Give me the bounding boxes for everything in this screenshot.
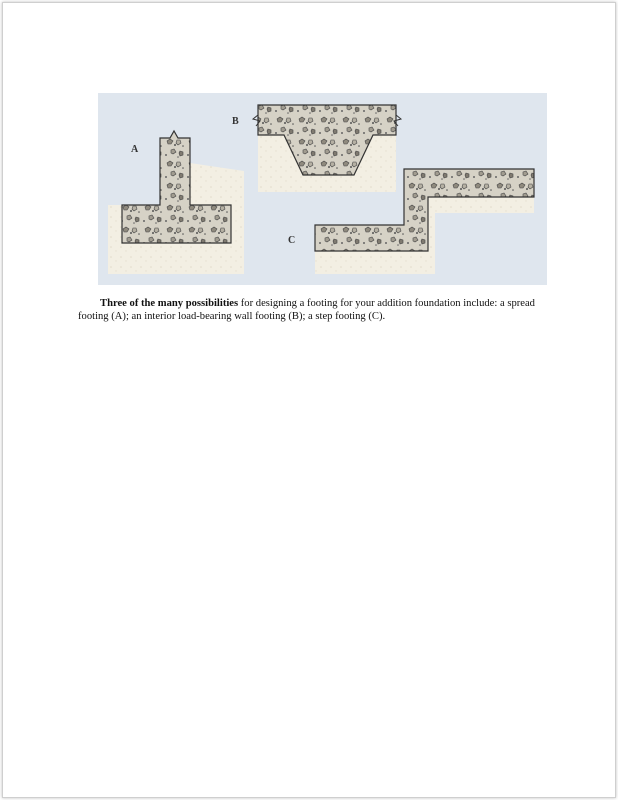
label-c: C [288,235,296,246]
footing-diagram-icon [98,93,547,285]
figure-caption [78,297,548,323]
caption-lead: Three of the many possibilities [100,298,239,309]
caption-body: for designing a footing for your addition foundation include: a spread footing (A); an interior load-bearing wall footing (B); a step footing (C). [78,298,535,322]
label-a: A [131,144,139,155]
footing-diagram-figure [98,93,547,285]
label-b: B [232,116,239,127]
document-page [2,2,616,798]
